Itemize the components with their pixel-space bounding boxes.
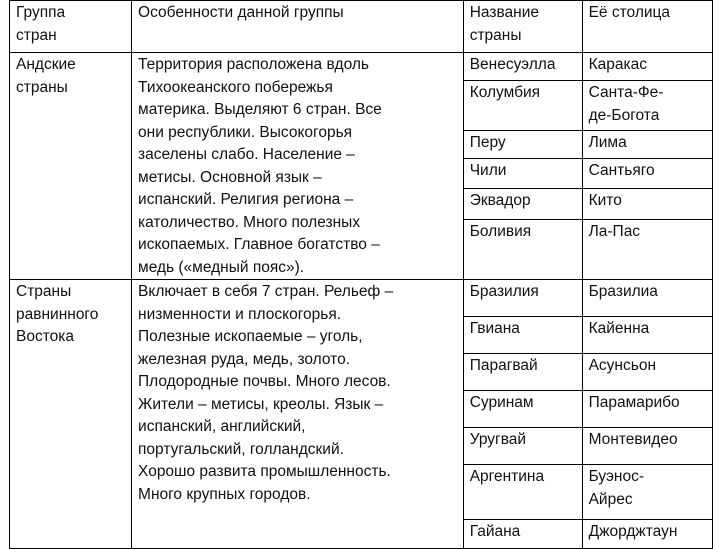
group-andean: Андские страны (10, 53, 132, 280)
capital-cell: Лима (582, 131, 712, 159)
country-cell: Суринам (463, 391, 582, 428)
header-country: Название страны (463, 1, 582, 53)
table-row (10, 53, 713, 81)
country-cell: Гвиана (463, 317, 582, 354)
capital-cell: Кайенна (582, 317, 712, 354)
country-cell: Бразилия (463, 280, 582, 317)
country-cell: Чили (463, 159, 582, 189)
country-cell: Колумбия (463, 81, 582, 131)
capital-cell: Каракас (582, 53, 712, 81)
capital-cell: Джорджтаун (582, 520, 712, 549)
country-cell: Гайана (463, 520, 582, 549)
country-cell: Эквадор (463, 189, 582, 219)
country-cell: Уругвай (463, 428, 582, 465)
header-row (10, 1, 713, 53)
header-features: Особенности данной группы (132, 1, 464, 53)
capital-cell: Ла-Пас (582, 219, 712, 279)
country-cell: Венесуэлла (463, 53, 582, 81)
country-cell: Перу (463, 131, 582, 159)
capital-cell: Санта-Фе- де-Богота (582, 81, 712, 131)
group-east: Страны равнинного Востока (10, 280, 132, 549)
capital-cell: Кито (582, 189, 712, 219)
capital-cell: Бразилиа (582, 280, 712, 317)
capital-cell: Асунсьон (582, 354, 712, 391)
capital-cell: Монтевидео (582, 428, 712, 465)
capital-cell: Парамарибо (582, 391, 712, 428)
country-cell: Аргентина (463, 465, 582, 520)
table-row (10, 280, 713, 317)
header-group: Группа стран (10, 1, 132, 53)
features-east: Включает в себя 7 стран. Рельеф – низменности и плоскогорья. Полезные ископаемые – уголь, железная руда, медь, золото. Плодородные почвы. Много лесов. Жители – метисы, креолы. Язык – испанский, английский, португальский, голландский. Хорошо развита промышленность. Много крупных городов. (132, 280, 464, 549)
country-cell: Парагвай (463, 354, 582, 391)
header-capital: Её столица (582, 1, 712, 53)
countries-table (9, 0, 713, 549)
capital-cell: Сантьяго (582, 159, 712, 189)
features-andean: Территория расположена вдоль Тихоокеанского побережья материка. Выделяют 6 стран. Все они республики. Высокогорья заселены слабо. Население – метисы. Основной язык – испанский. Религия региона – католичество. Много полезных ископаемых. Главное богатство – медь («медный пояс»). (132, 53, 464, 280)
country-cell: Боливия (463, 219, 582, 279)
capital-cell: Буэнос- Айрес (582, 465, 712, 520)
